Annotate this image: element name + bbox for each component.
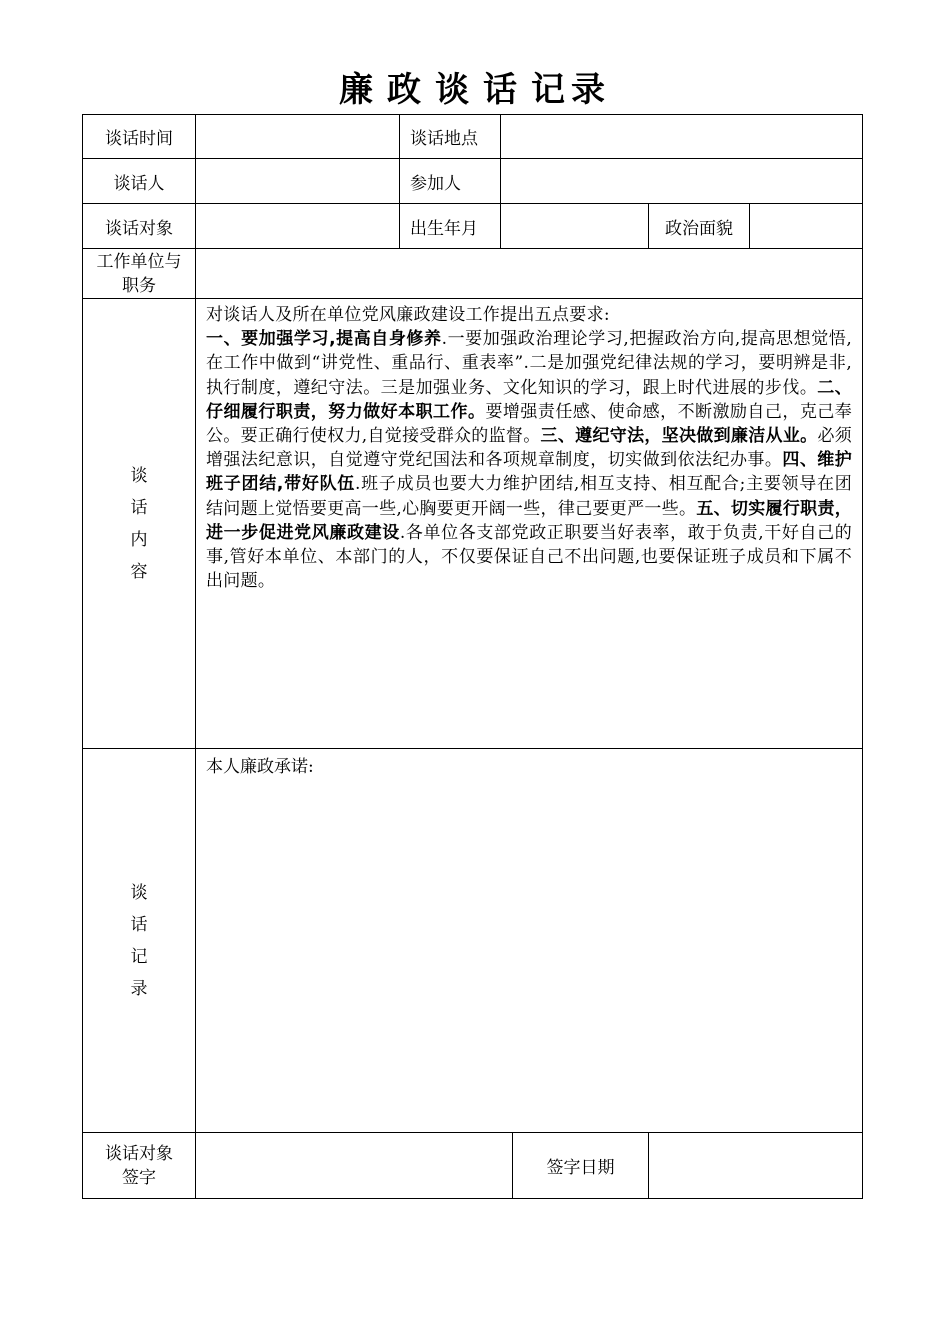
work-unit-label-line1: 工作单位与 xyxy=(96,251,182,272)
content-label-char: 谈 xyxy=(130,465,148,486)
sign-date-label: 签字日期 xyxy=(513,1133,649,1199)
record-form xyxy=(82,114,863,1199)
record-label-char: 谈 xyxy=(130,882,148,903)
birth-field[interactable] xyxy=(501,204,649,249)
title-part: 谈 xyxy=(435,70,475,110)
participants-label: 参加人 xyxy=(400,159,501,204)
talk-place-field[interactable] xyxy=(501,115,863,159)
content-text xyxy=(196,299,863,749)
point-3-heading: 三、遵纪守法，坚决做到廉洁从业。 xyxy=(540,426,818,447)
content-intro: 对谈话人及所在单位党风廉政建设工作提出五点要求: xyxy=(206,305,610,325)
record-label-char: 话 xyxy=(130,914,148,935)
talk-time-field[interactable] xyxy=(196,115,400,159)
talker-field[interactable] xyxy=(196,159,400,204)
work-unit-field[interactable] xyxy=(196,249,863,299)
point-5-body: .各单位各支部党政正职要当好表率，敢于负责,干好自己的事,管好本单位、本部门的人，不仅要保证自己不出问题,也要保证班子成员和下属不出问题。 xyxy=(206,522,853,592)
signature-label xyxy=(83,1133,196,1199)
record-label-char: 录 xyxy=(130,978,148,999)
talk-time-label: 谈话时间 xyxy=(83,115,196,159)
point-3-body: 必须增强法纪意识，自觉遵守党纪国法和各项规章制度，切实做到依法纪办事。 xyxy=(206,426,853,471)
point-1-heading: 一、要加强学习,提高自身修养 xyxy=(206,329,442,350)
record-field[interactable] xyxy=(196,749,863,1133)
talk-target-label: 谈话对象 xyxy=(83,204,196,249)
title-part: 政 xyxy=(387,70,427,110)
title-part: 话 xyxy=(483,70,523,110)
point-2-heading: 二、仔细履行职责，努力做好本职工作。 xyxy=(206,377,853,422)
work-unit-label-line2: 职务 xyxy=(122,275,156,296)
talk-place-label: 谈话地点 xyxy=(400,115,501,159)
political-field[interactable] xyxy=(750,204,863,249)
content-label-char: 容 xyxy=(130,561,148,582)
birth-label: 出生年月 xyxy=(400,204,501,249)
point-4-heading: 四、维护班子团结,带好队伍 xyxy=(206,450,853,495)
content-label-char: 话 xyxy=(130,497,148,518)
signature-label-line2: 签字 xyxy=(122,1167,156,1188)
talker-label: 谈话人 xyxy=(83,159,196,204)
political-label: 政治面貌 xyxy=(649,204,750,249)
point-5-heading: 五、切实履行职责，进一步促进党风廉政建设 xyxy=(206,498,853,543)
point-1-body: .一要加强政治理论学习,把握政治方向,提高思想觉悟,在工作中做到“讲党性、重品行、重表率”.二是加强党纪律法规的学习，要明辨是非,执行制度，遵纪守法。三是加强业务、文化知识的学习，跟上时代进展的步伐。 xyxy=(206,329,853,398)
work-unit-label xyxy=(83,249,196,299)
point-4-body: .班子成员也要大力维护团结,相互支持、相互配合;主要领导在团结问题上觉悟要更高一些,心胸要更开阔一些，律己要更严一些。 xyxy=(206,474,853,519)
title-part: 廉 xyxy=(339,70,379,110)
signature-field[interactable] xyxy=(196,1133,513,1199)
sign-date-field[interactable] xyxy=(649,1133,863,1199)
participants-field[interactable] xyxy=(501,159,863,204)
point-2-body: 要增强责任感、使命感，不断激励自己，克己奉公。要正确行使权力,自觉接受群众的监督。 xyxy=(206,401,853,447)
content-label-char: 内 xyxy=(130,529,148,550)
page-title xyxy=(0,62,950,111)
title-part: 记录 xyxy=(531,70,611,110)
record-label-char: 记 xyxy=(130,946,148,967)
content-label xyxy=(83,299,196,749)
signature-label-line1: 谈话对象 xyxy=(105,1143,173,1164)
record-label xyxy=(83,749,196,1133)
talk-target-field[interactable] xyxy=(196,204,400,249)
promise-label: 本人廉政承诺: xyxy=(206,757,314,777)
